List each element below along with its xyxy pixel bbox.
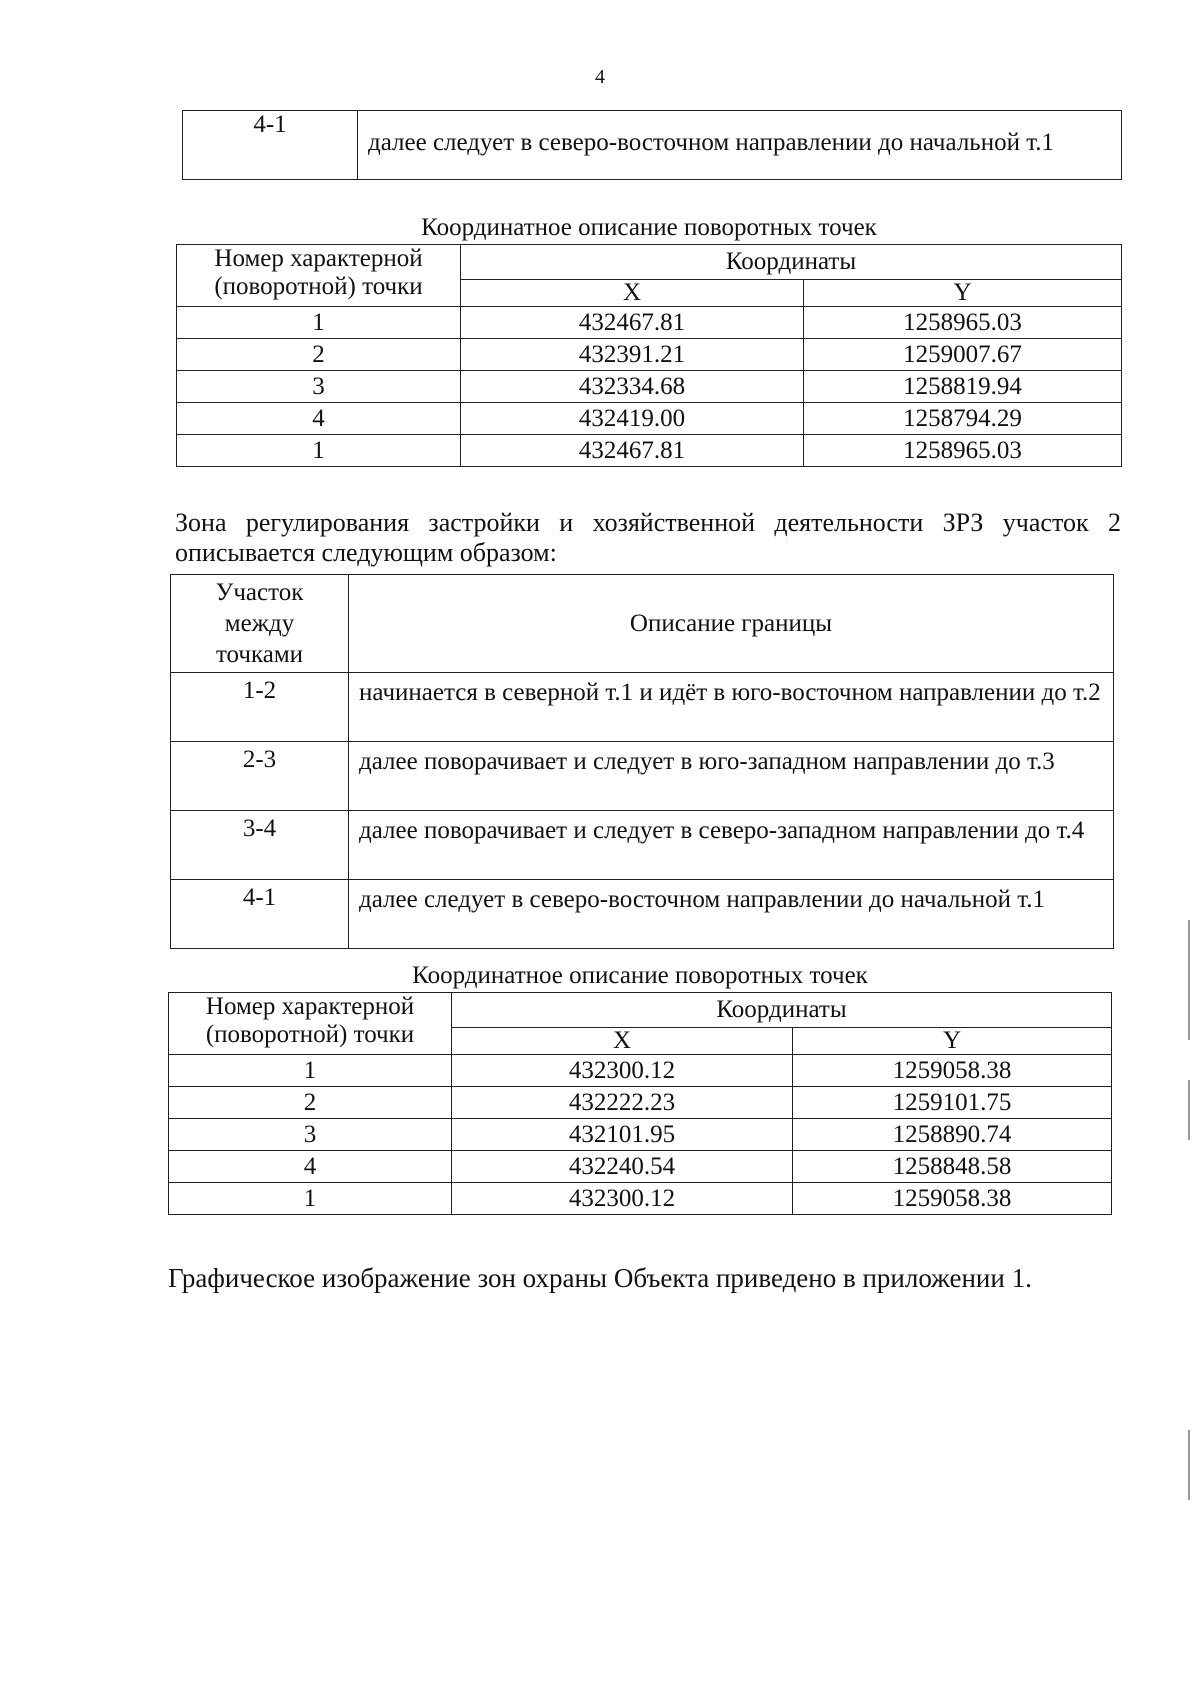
y-cell: 1259058.38 (793, 1183, 1112, 1215)
x-cell: 432334.68 (461, 371, 804, 403)
point-number-cell: 3 (177, 371, 461, 403)
point-number-cell: 4 (169, 1151, 452, 1183)
segment-cell: 4-1 (183, 111, 358, 180)
scan-edge-mark (1188, 1080, 1190, 1140)
table-row (171, 880, 1114, 949)
point-number-header: Номер характерной (поворотной) точки (169, 993, 452, 1055)
table-row (169, 1055, 1112, 1087)
segment-cell: 1-2 (171, 673, 349, 742)
scan-edge-mark (1188, 920, 1190, 1040)
description-cell: далее поворачивает и следует в юго-западном направлении до т.3 (349, 742, 1114, 811)
appendix-note: Графическое изображение зон охраны Объекта приведено в приложении 1. (168, 1263, 1032, 1293)
point-number-cell: 1 (177, 307, 461, 339)
x-cell: 432300.12 (452, 1183, 793, 1215)
description-cell: далее следует в северо-восточном направлении до начальной т.1 (358, 111, 1122, 180)
boundary-section (170, 574, 1114, 949)
y-cell: 1258848.58 (793, 1151, 1112, 1183)
page-number: 4 (595, 66, 605, 88)
table-row (171, 811, 1114, 880)
table-row (169, 1119, 1112, 1151)
table-row (177, 307, 1122, 339)
zone-description-paragraph: Зона регулирования застройки и хозяйственной деятельности ЗРЗ участок 2 описывается следующим образом: (175, 508, 1121, 567)
x-cell: 432300.12 (452, 1055, 793, 1087)
y-cell: 1258965.03 (804, 435, 1122, 467)
coordinates-header: Координаты (461, 245, 1122, 280)
table-row (177, 403, 1122, 435)
description-header: Описание границы (349, 575, 1114, 673)
table-row (177, 339, 1122, 371)
segment-cell: 3-4 (171, 811, 349, 880)
x-cell: 432101.95 (452, 1119, 793, 1151)
point-number-cell: 1 (169, 1055, 452, 1087)
coordinates-title: Координатное описание поворотных точек (412, 962, 868, 989)
x-header: X (452, 1028, 793, 1055)
y-cell: 1259007.67 (804, 339, 1122, 371)
coordinates-section-2 (168, 962, 1112, 1215)
x-header: X (461, 280, 804, 307)
table-row (169, 1087, 1112, 1119)
table-row (177, 435, 1122, 467)
table-row (171, 673, 1114, 742)
scan-edge-mark (1188, 1430, 1190, 1500)
boundary-table (170, 574, 1114, 949)
x-cell: 432391.21 (461, 339, 804, 371)
y-header: Y (793, 1028, 1112, 1055)
y-cell: 1258819.94 (804, 371, 1122, 403)
point-number-cell: 1 (177, 435, 461, 467)
coordinates-title: Координатное описание поворотных точек (421, 214, 877, 241)
description-cell: далее поворачивает и следует в северо-западном направлении до т.4 (349, 811, 1114, 880)
table-row (183, 111, 1122, 180)
y-cell: 1259058.38 (793, 1055, 1112, 1087)
point-number-cell: 1 (169, 1183, 452, 1215)
point-number-header: Номер характерной (поворотной) точки (177, 245, 461, 307)
table-row (177, 371, 1122, 403)
y-cell: 1258965.03 (804, 307, 1122, 339)
x-cell: 432240.54 (452, 1151, 793, 1183)
description-cell: начинается в северной т.1 и идёт в юго-восточном направлении до т.2 (349, 673, 1114, 742)
description-cell: далее следует в северо-восточном направлении до начальной т.1 (349, 880, 1114, 949)
point-number-cell: 2 (177, 339, 461, 371)
point-number-cell: 2 (169, 1087, 452, 1119)
point-number-cell: 4 (177, 403, 461, 435)
coordinates-section-1 (176, 214, 1122, 467)
x-cell: 432467.81 (461, 307, 804, 339)
table-row (169, 1151, 1112, 1183)
point-number-cell: 3 (169, 1119, 452, 1151)
coordinates-table (176, 244, 1122, 467)
coordinates-header: Координаты (452, 993, 1112, 1028)
coordinates-table (168, 992, 1112, 1215)
segment-cell: 4-1 (171, 880, 349, 949)
y-cell: 1259101.75 (793, 1087, 1112, 1119)
y-cell: 1258890.74 (793, 1119, 1112, 1151)
segment-header: Участок между точками (171, 575, 349, 673)
table-row (169, 1183, 1112, 1215)
continuation-table (182, 110, 1122, 180)
y-cell: 1258794.29 (804, 403, 1122, 435)
table-row (171, 742, 1114, 811)
x-cell: 432467.81 (461, 435, 804, 467)
x-cell: 432419.00 (461, 403, 804, 435)
y-header: Y (804, 280, 1122, 307)
segment-cell: 2-3 (171, 742, 349, 811)
x-cell: 432222.23 (452, 1087, 793, 1119)
